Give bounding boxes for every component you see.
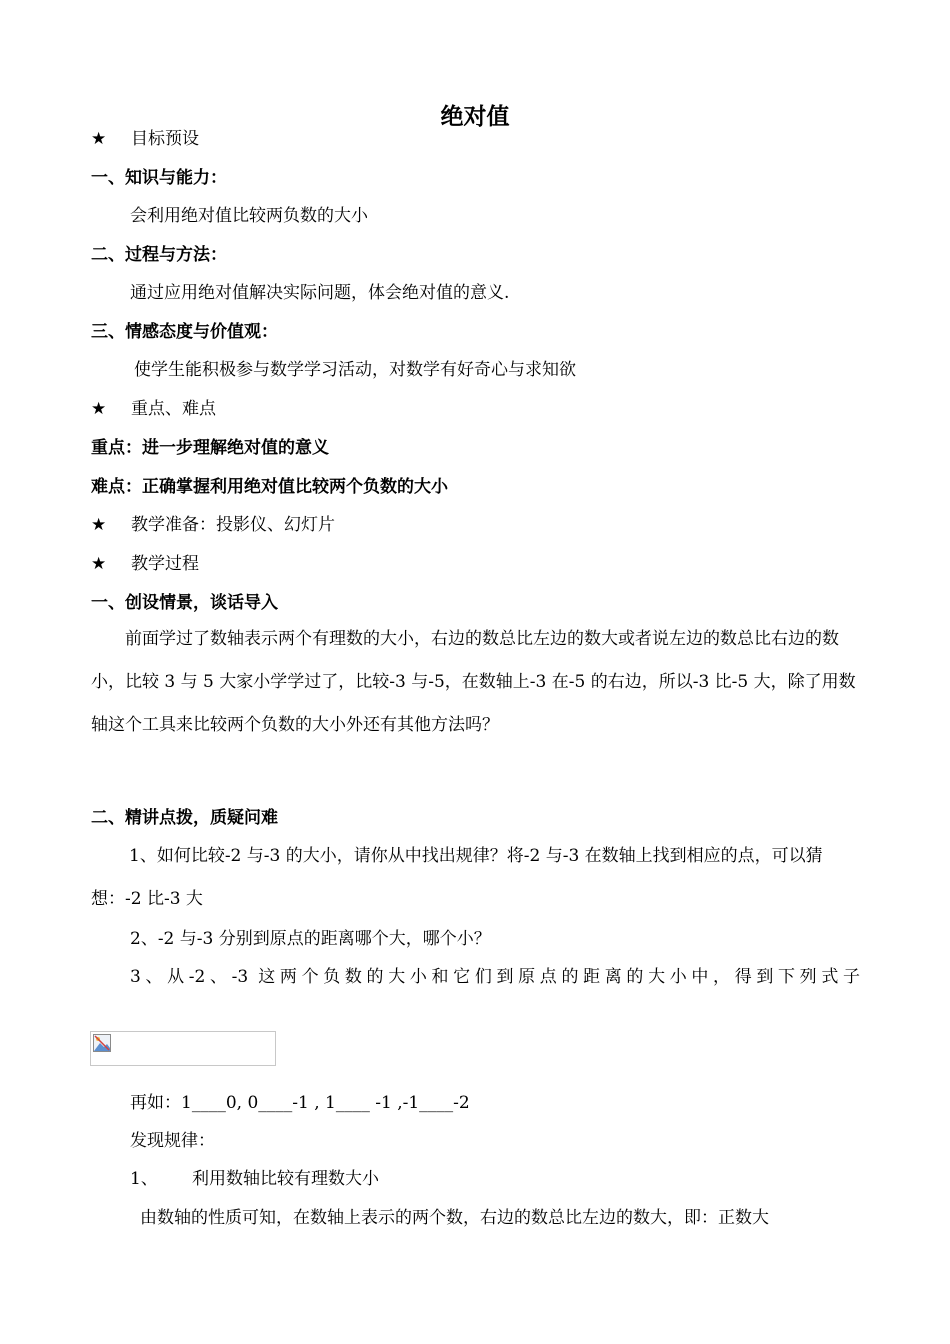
- prep-text: 教学准备：投影仪、幻灯片: [131, 515, 335, 535]
- star-icon: ★: [91, 515, 107, 535]
- section3-heading: 三、情感态度与价值观：: [91, 322, 278, 342]
- key-line: [91, 398, 216, 420]
- question1-text: 1、如何比较-2 与-3 的大小，请你从中找出规律？将-2 与-3 在数轴上找到相应的点，可以猜想：-2 比-3 大: [91, 846, 823, 909]
- section2-heading: 二、过程与方法：: [91, 245, 227, 265]
- rule1-title: 利用数轴比较有理数大小: [192, 1169, 379, 1189]
- question1-paragraph: [91, 835, 861, 921]
- rule1-number: 1、: [130, 1169, 158, 1189]
- broken-image-placeholder: [90, 1031, 276, 1066]
- key-point: 重点：进一步理解绝对值的意义: [91, 438, 329, 458]
- star-icon: ★: [91, 129, 107, 149]
- star-icon: ★: [91, 554, 107, 574]
- process-line: [91, 553, 199, 575]
- part2-heading: 二、精讲点拨，质疑问难: [91, 808, 278, 828]
- part1-heading: 一、创设情景，谈话导入: [91, 593, 278, 613]
- rule1-line: [130, 1168, 379, 1190]
- section1-text: 会利用绝对值比较两负数的大小: [130, 206, 368, 226]
- again-examples: 再如：1____0, 0____-1 , 1____ -1 ,-1____-2: [130, 1093, 470, 1113]
- rule1-description: 由数轴的性质可知，在数轴上表示的两个数，右边的数总比左边的数大，即：正数大: [140, 1208, 769, 1228]
- part1-text: 前面学过了数轴表示两个有理数的大小，右边的数总比左边的数大或者说左边的数总比右边的数小，比较 3 与 5 大家小学学过了，比较-3 与-5，在数轴上-3 在-5 的右边，所以-3 比-5 大，除了用数轴这个工具来比较两个负数的大小外还有其他方法吗？: [91, 629, 856, 735]
- difficult-point: 难点：正确掌握利用绝对值比较两个负数的大小: [91, 477, 448, 497]
- key-heading: 重点、难点: [131, 399, 216, 419]
- broken-image-icon: [93, 1034, 111, 1052]
- section3-text: 使学生能积极参与数学学习活动，对数学有好奇心与求知欲: [134, 360, 576, 380]
- goals-heading: 目标预设: [131, 129, 199, 149]
- page-title: 绝对值: [440, 104, 510, 130]
- question3-text: 3、从-2、-3 这两个负数的大小和它们到原点的距离的大小中，得到下列式子: [130, 967, 860, 987]
- star-icon: ★: [91, 399, 107, 419]
- section1-heading: 一、知识与能力：: [91, 168, 227, 188]
- section2-text: 通过应用绝对值解决实际问题，体会绝对值的意义.: [130, 283, 510, 303]
- goals-line: [91, 128, 199, 150]
- process-text: 教学过程: [131, 554, 199, 574]
- part1-paragraph: [91, 618, 861, 747]
- discover-heading: 发现规律：: [130, 1131, 215, 1151]
- prep-line: [91, 514, 335, 536]
- question2-text: 2、-2 与-3 分别到原点的距离哪个大，哪个小？: [130, 929, 491, 949]
